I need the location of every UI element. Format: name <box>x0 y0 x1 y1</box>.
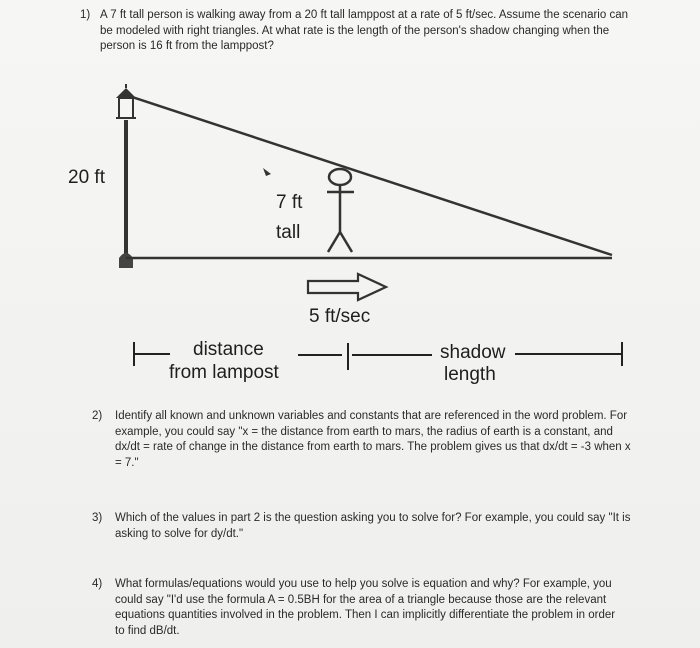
light-ray-line <box>126 95 612 255</box>
distance-label-line1: distance <box>193 339 264 360</box>
person-height-label-line1: 7 ft <box>276 192 303 213</box>
person-icon <box>327 169 354 252</box>
question-2-text: Identify all known and unknown variables and constants that are referenced in the word problem. For example, you could say "x = the distance from earth to mars, the radius of earth is a constant, and dx/dt = rate of change in the distance from earth to mars. The problem gives us that dx/dt = -3 when x = 7." <box>115 410 631 469</box>
question-2-number: 2) <box>92 410 103 422</box>
question-1-number: 1) <box>80 9 91 21</box>
direction-arrow-icon <box>308 274 386 300</box>
question-3-number: 3) <box>92 512 103 524</box>
lamppost-icon <box>116 84 136 268</box>
person-height-label-line2: tall <box>276 222 301 243</box>
height-pointer-icon <box>263 168 271 176</box>
question-4-number: 4) <box>92 578 103 590</box>
speed-label: 5 ft/sec <box>309 306 371 327</box>
distance-label-line2: from lampost <box>169 362 279 383</box>
lamppost-height-label: 20 ft <box>68 167 105 188</box>
question-1-text: A 7 ft tall person is walking away from a 20 ft tall lamppost at a rate of 5 ft/sec. Assume the scenario can be modeled with right triangles. At what rate is the length of the person's shadow changing when the person is 16 ft from the lamppost? <box>100 9 628 52</box>
question-4-text: What formulas/equations would you use to help you solve is equation and why? For example, you could say "I'd use the formula A = 0.5BH for the area of a triangle because those are the relevant equations quantities involved in the problem. Then I can implicitly differentiate the problem in order to find dB/dt. <box>115 578 616 637</box>
shadow-label-line1: shadow <box>440 342 506 363</box>
question-3-text: Which of the values in part 2 is the question asking you to solve for? For example, you could say "It is asking to solve for dy/dt." <box>115 512 631 540</box>
shadow-label-line2: length <box>444 364 496 385</box>
